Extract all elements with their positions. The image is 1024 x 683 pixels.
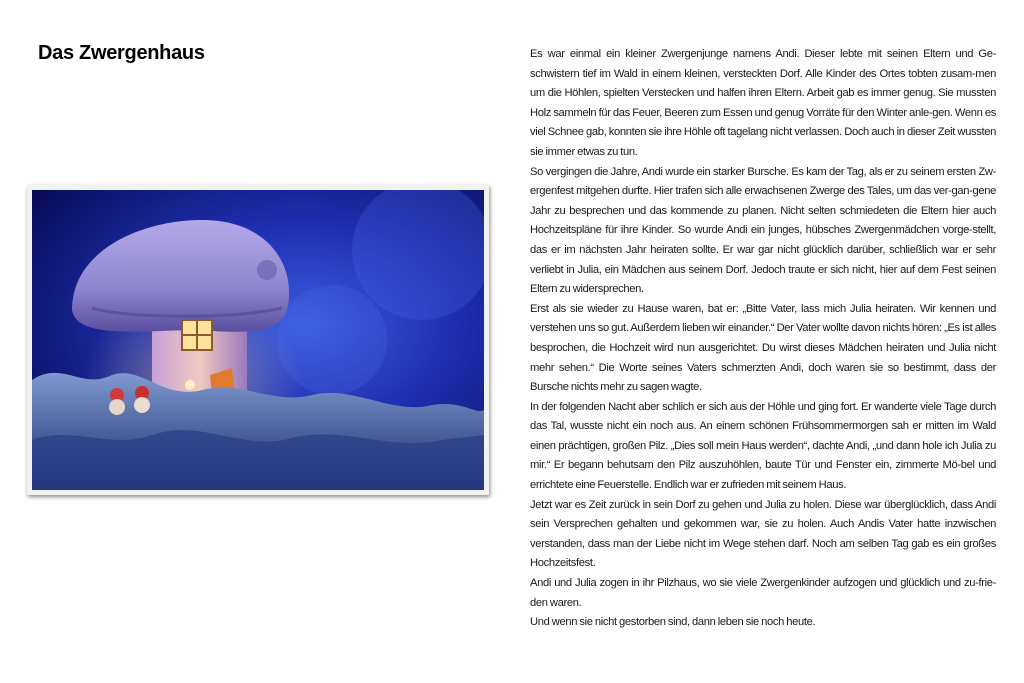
page-title: Das Zwergenhaus [38,42,205,64]
story-paragraph-6: Andi und Julia zogen in ihr Pilzhaus, wo sie viele Zwergenkinder aufzogen und glücklich und zu-frie-den waren. [530,577,996,609]
story-paragraph-3: Erst als sie wieder zu Hause waren, bat er: „Bitte Vater, lass mich Julia heiraten. Wir kennen und verstehen uns so gut. Außerdem lieben wir einander.“ Der Vater wollte davon nichts hören: „Es ist alles besprochen, die Hochzeit wird nun ausgerichtet. Du wirst dieses Mädchen heiraten und Julia nicht mehr sehen.“ Die Worte seines Vaters schmerzten Andi, doch waren sie so bestimmt, dass der Bursche nichts mehr zu sagen wagte. [530,302,996,394]
story-text [530,45,996,633]
story-paragraph-7: Und wenn sie nicht gestorben sind, dann leben sie noch heute. [530,616,816,629]
story-paragraph-2: So vergingen die Jahre, Andi wurde ein starker Bursche. Es kam der Tag, als er zu seinem ersten Zw-ergenfest mitgehen durfte. Hier trafen sich alle erwachsenen Zwerge des Tales, um das ver-gan-gene Jahr zu besprechen und das kommende zu planen. Nicht selten schmiedeten die Eltern hier auch Hochzeitspläne für ihre Kinder. So wurde Andi ein junges, hübsches Zwergenmädchen vorge-stellt, das er im nächsten Jahr heiraten sollte. Er war gar nicht glücklich darüber, schließlich war er sehr verliebt in Julia, ein Mädchen aus seinem Dorf. Jedoch traute er sich nicht, hier auf dem Fest seinen Eltern zu widersprechen. [530,165,996,296]
story-paragraph-4: In der folgenden Nacht aber schlich er sich aus der Höhle und ging fort. Er wanderte viele Tage durch das Tal, wusste nicht ein noch aus. An einem schönen Frühsommermorgen sah er mitten im Wald einen prächtigen, großen Pilz. „Dies soll mein Haus werden“, dachte Andi, „und dann hole ich Julia zu mir.“ Er begann behutsam den Pilz auszuhöhlen, baute Tür und Fenster ein, zimmerte Mö-bel und errichtete eine Feuerstelle. Endlich war er zufrieden mit seinem Haus. [530,400,996,492]
mushroom-house-image [32,190,484,490]
story-paragraph-1: Es war einmal ein kleiner Zwergenjunge namens Andi. Dieser lebte mit seinen Eltern und Ge-schwistern tief im Wald in einem kleinen, versteckten Dorf. Alle Kinder des Ortes tobten zusam-men um die Höhlen, spielten Verstecken und halfen ihren Eltern. Arbeit gab es immer genug. Sie mussten Holz sammeln für das Feuer, Beeren zum Essen und genug Vorräte für den Winter anle-gen. Wenn es viel Schnee gab, konnten sie ihre Höhle oft tagelang nicht verlassen. Doch auch in dieser Zeit wussten sie immer etwas zu tun. [530,48,996,158]
mushroom-house-photo [27,185,489,495]
story-paragraph-5: Jetzt war es Zeit zurück in sein Dorf zu gehen und Julia zu holen. Diese war überglücklich, dass Andi sein Versprechen gehalten und gekommen war, sie zu holen. Auch Andis Vater hatte inzwischen verstanden, dass man der Liebe nicht im Wege stehen darf. Noch am selben Tag gab es ein großes Hochzeitsfest. [530,498,996,570]
